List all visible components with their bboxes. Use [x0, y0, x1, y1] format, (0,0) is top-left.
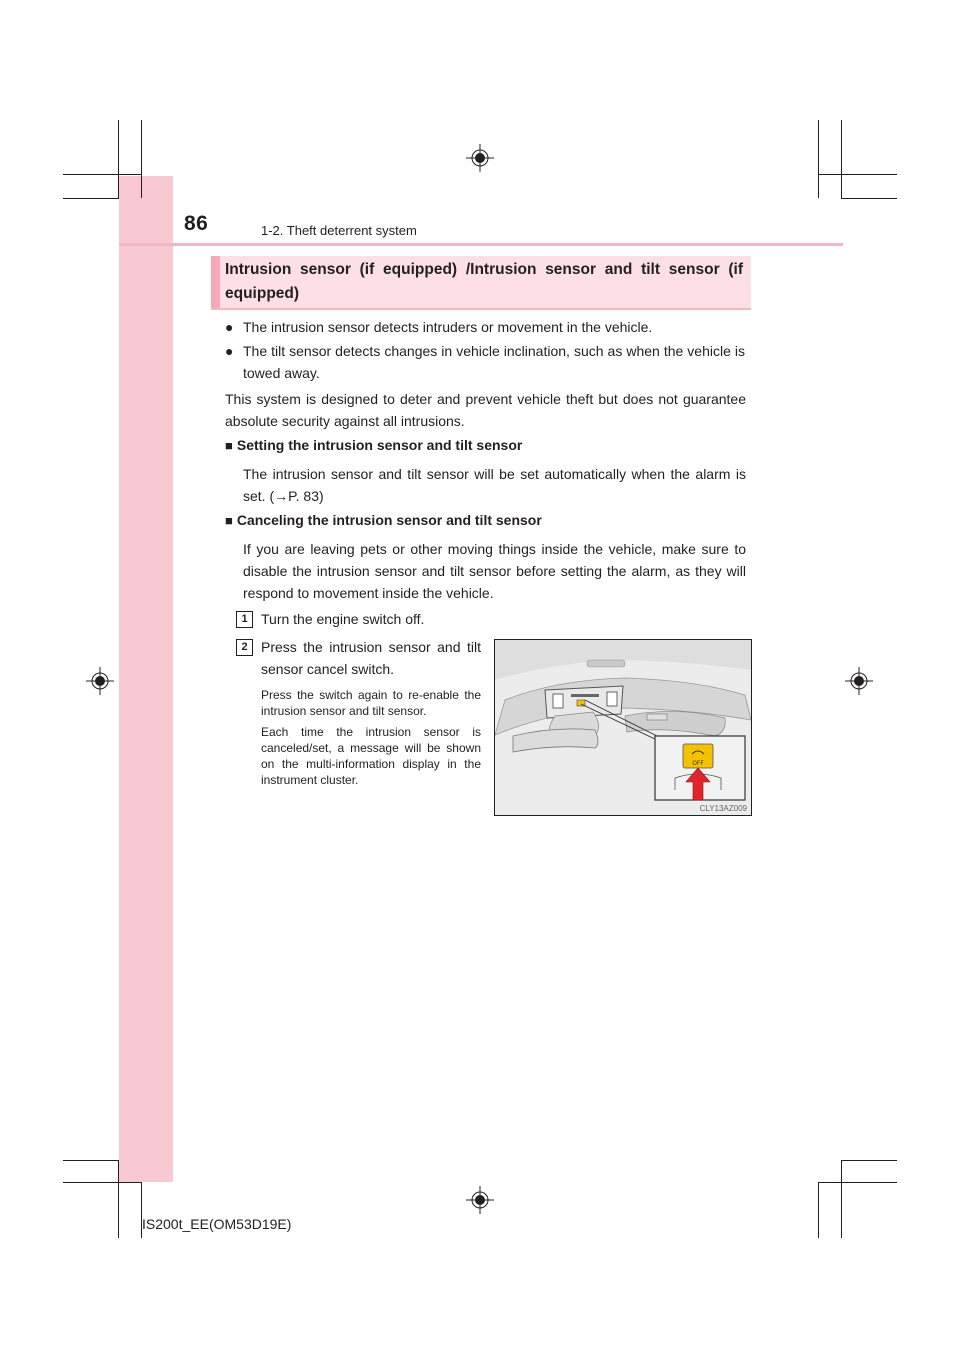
- registration-mark-bottom: [466, 1186, 494, 1214]
- section-title: 1-2. Theft deterrent system: [261, 223, 417, 238]
- bullet-item: [225, 316, 745, 338]
- intro-paragraph: This system is designed to deter and prevent vehicle theft but does not guarantee absolute security against all intrusions.: [225, 391, 746, 429]
- canceling-body: If you are leaving pets or other moving things inside the vehicle, make sure to disable the intrusion sensor and tilt sensor before setting the alarm, as they will respond to movement inside the vehicle.: [243, 541, 746, 601]
- section-banner: [211, 256, 751, 310]
- overhead-console-illustration: [495, 640, 751, 815]
- canceling-heading: ■ Canceling the intrusion sensor and tilt sensor: [225, 512, 542, 528]
- bullet-item: [225, 340, 745, 384]
- bullet-icon: ●: [225, 319, 234, 335]
- page-number: 86: [184, 212, 209, 235]
- step-number: 1: [236, 611, 253, 628]
- step-text: Press the intrusion sensor and tilt sensor cancel switch.: [261, 639, 481, 677]
- note-text: Each time the intrusion sensor is canceled/set, a message will be shown on the multi-information display in the instrument cluster.: [261, 725, 481, 787]
- figure-overhead-console: [494, 639, 752, 816]
- setting-body: The intrusion sensor and tilt sensor will be set automatically when the alarm is set. (→P. 83): [243, 466, 746, 504]
- footer-model: IS200t_EE(OM53D19E): [142, 1216, 292, 1232]
- page-sidebar: [119, 176, 173, 1182]
- step-text: Turn the engine switch off.: [261, 611, 425, 627]
- figure-code: CLY13AZ009: [699, 804, 747, 813]
- bullet-icon: ●: [225, 343, 234, 359]
- registration-mark-top: [466, 144, 494, 172]
- banner-title: Intrusion sensor (if equipped) /Intrusion sensor and tilt sensor (if equipped): [225, 261, 743, 302]
- registration-mark-right: [845, 667, 873, 695]
- bullet-text: The intrusion sensor detects intruders or movement in the vehicle.: [243, 319, 653, 335]
- note-text: Press the switch again to re-enable the intrusion sensor and tilt sensor.: [261, 688, 481, 718]
- banner-accent-bar: [211, 256, 220, 308]
- switch-off-label: OFF: [692, 760, 704, 767]
- step-number: 2: [236, 639, 253, 656]
- bullet-text: The tilt sensor detects changes in vehicle inclination, such as when the vehicle is towed away.: [243, 343, 745, 381]
- header-rule: [119, 243, 843, 246]
- square-bullet-icon: ■: [225, 513, 233, 528]
- setting-heading: ■ Setting the intrusion sensor and tilt sensor: [225, 437, 523, 453]
- registration-mark-left: [86, 667, 114, 695]
- square-bullet-icon: ■: [225, 438, 233, 453]
